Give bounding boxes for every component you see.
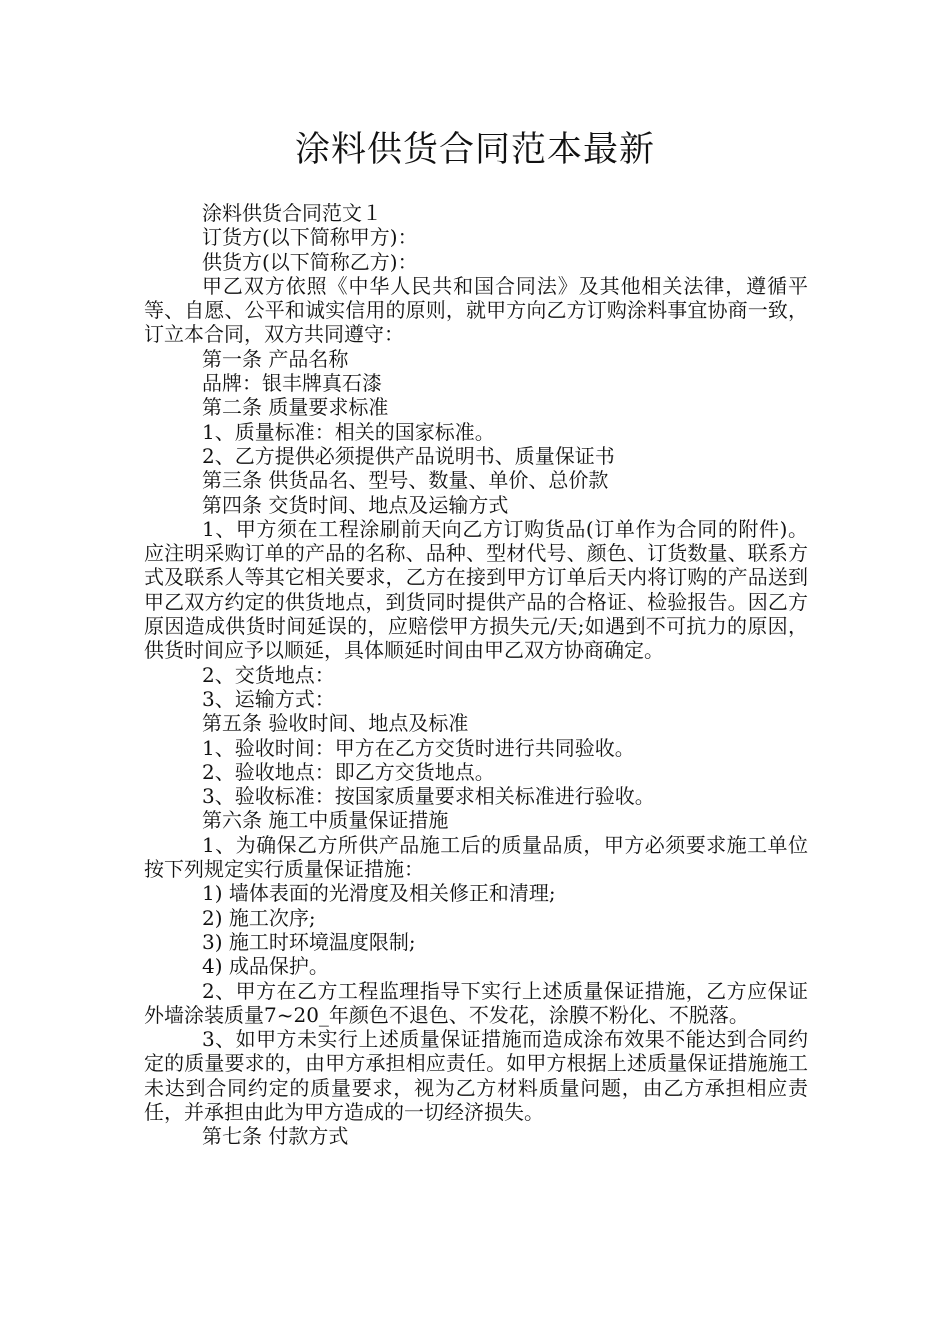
paragraph-liability: 3、如甲方未实行上述质量保证措施而造成涂布效果不能达到合同约定的质量要求的，由甲方承担相应责任。如甲方根据上述质量保证措施施工未达到合同约定的质量要求，视为乙方材料质量问题，由乙方承担相应责任，并承担由此为甲方造成的一切经济损失。	[144, 1027, 808, 1124]
article-2-heading: 第二条 质量要求标准	[202, 395, 389, 420]
paragraph-quality-measures: 1、为确保乙方所供产品施工后的质量品质，甲方必须要求施工单位按下列规定实行质量保证措施：	[144, 832, 808, 882]
paragraph-quality-documents: 2、乙方提供必须提供产品说明书、质量保证书	[202, 443, 615, 468]
article-3-heading: 第三条 供货品名、型号、数量、单价、总价款	[202, 468, 609, 493]
document-title: 涂料供货合同范本最新	[294, 130, 655, 170]
document-body	[144, 201, 808, 1149]
paragraph-transport-method: 3、运输方式：	[202, 686, 335, 711]
paragraph-heading-sample: 涂料供货合同范文１	[202, 201, 382, 225]
paragraph-supplier: 供货方(以下简称乙方)：	[202, 249, 418, 274]
article-5-heading: 第五条 验收时间、地点及标准	[202, 711, 469, 736]
paragraph-preamble: 甲乙双方依照《中华人民共和国合同法》及其他相关法律，遵循平等、自愿、公平和诚实信用的原则，就甲方向乙方订购涂料事宜协商一致，订立本合同，双方共同遵守：	[144, 273, 808, 347]
paragraph-inspection-time: 1、验收时间：甲方在乙方交货时进行共同验收。	[202, 735, 635, 760]
article-6-heading: 第六条 施工中质量保证措施	[202, 808, 449, 833]
list-item-measure-3: 3) 施工时环境温度限制;	[202, 929, 416, 954]
article-7-heading: 第七条 付款方式	[202, 1124, 349, 1149]
list-item-measure-4: 4) 成品保护。	[202, 954, 329, 979]
article-4-heading: 第四条 交货时间、地点及运输方式	[202, 492, 509, 517]
paragraph-delivery-terms: 1、甲方须在工程涂刷前天向乙方订购货品(订单作为合同的附件)。应注明采购订单的产品的名称、品种、型材代号、颜色、订货数量、联系方式及联系人等其它相关要求，乙方在接到甲方订单后天内将订购的产品送到甲乙双方约定的供货地点，到货同时提供产品的合格证、检验报告。因乙方原因造成供货时间延误的，应赔偿甲方损失元/天;如遇到不可抗力的原因，供货时间应予以顺延，具体顺延时间由甲乙双方协商确定。	[144, 516, 808, 663]
paragraph-buyer: 订货方(以下简称甲方)：	[202, 225, 418, 250]
paragraph-delivery-location: 2、交货地点：	[202, 662, 335, 687]
paragraph-inspection-location: 2、验收地点：即乙方交货地点。	[202, 759, 495, 784]
article-1-heading: 第一条 产品名称	[202, 346, 349, 371]
list-item-measure-2: 2) 施工次序;	[202, 905, 316, 930]
paragraph-brand: 品牌：银丰牌真石漆	[202, 371, 382, 396]
paragraph-inspection-standard: 3、验收标准：按国家质量要求相关标准进行验收。	[202, 784, 655, 809]
paragraph-quality-guarantee: 2、甲方在乙方工程监理指导下实行上述质量保证措施，乙方应保证外墙涂装质量7~20_年颜色不退色、不发花，涂膜不粉化、不脱落。	[144, 978, 808, 1027]
list-item-measure-1: 1) 墙体表面的光滑度及相关修正和清理;	[202, 881, 556, 906]
paragraph-quality-standard: 1、质量标准：相关的国家标准。	[202, 419, 495, 444]
